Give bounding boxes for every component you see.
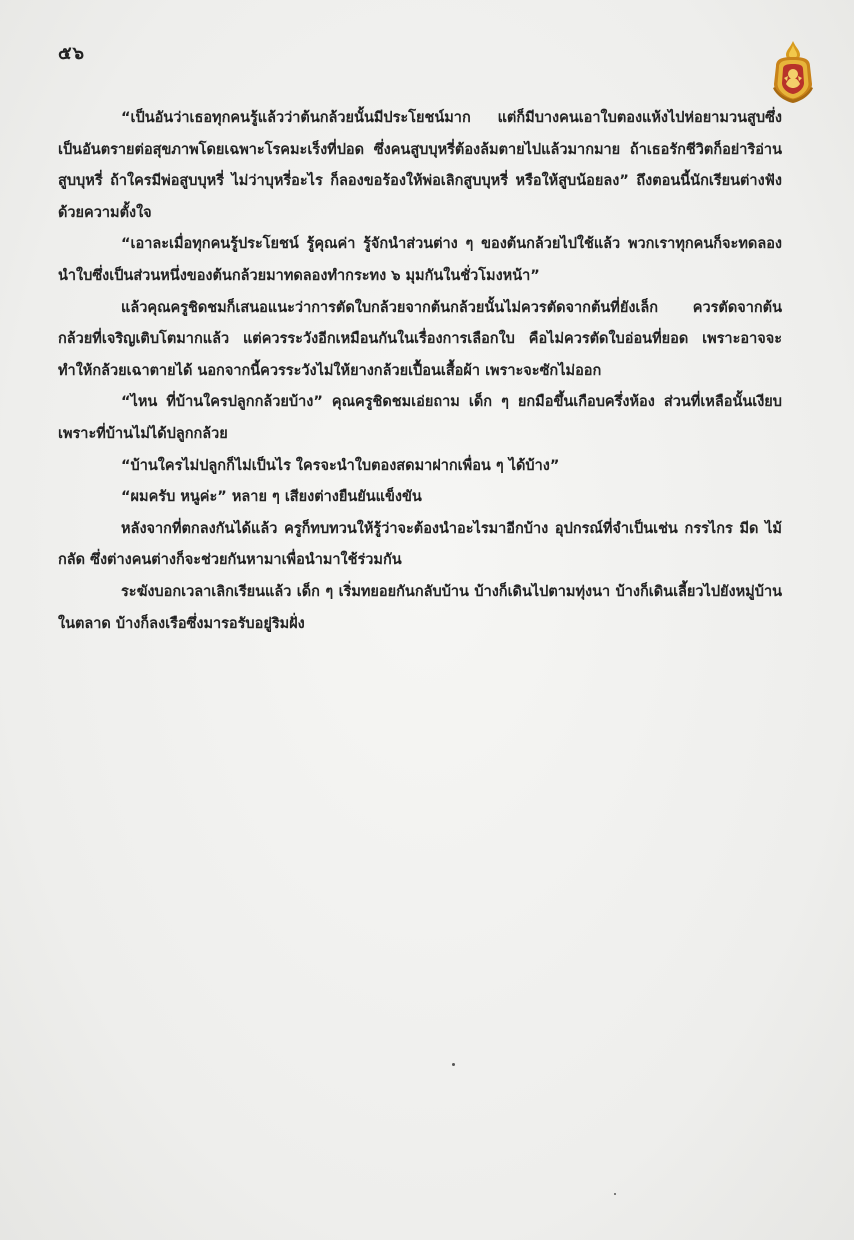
paragraph: “ไหน ที่บ้านใครปลูกกล้วยบ้าง” คุณครูชิดชมเอ่ยถาม เด็ก ๆ ยกมือขึ้นเกือบครึ่งห้อง ส่วนที่เหลือนั้นเงียบเพราะที่บ้านไม่ได้ปลูกกล้วย (58, 394, 782, 442)
paragraph: “บ้านใครไม่ปลูกก็ไม่เป็นไร ใครจะนำใบตองสดมาฝากเพื่อน ๆ ได้บ้าง” (121, 457, 560, 474)
paragraph: หลังจากที่ตกลงกันได้แล้ว ครูก็ทบทวนให้รู้ว่าจะต้องนำอะไรมาอีกบ้าง อุปกรณ์ที่จำเป็นเช่น กรรไกร มีด ไม้กลัด ซึ่งต่างคนต่างก็จะช่วยกันหามาเพื่อนำมาใช้ร่วมกัน (58, 520, 782, 569)
body-text (58, 103, 782, 640)
paragraph: “เป็นอันว่าเธอทุกคนรู้แล้วว่าต้นกล้วยนั้นมีประโยชน์มาก แต่ก็มีบางคนเอาใบตองแห้งไปห่อยามวนสูบซึ่งเป็นอันตรายต่อสุขภาพโดยเฉพาะโรคมะเร็งที่ปอด ซึ่งคนสูบบุหรี่ต้องล้มตายไปแล้วมากมาย ถ้าเธอรักชีวิตก็อย่าริอ่านสูบบุหรี่ ถ้าใครมีพ่อสูบบุหรี่ ไม่ว่าบุหรี่อะไร ก็ลองขอร้องให้พ่อเลิกสูบบุหรี่ หรือให้สูบน้อยลง” ถึงตอนนี้นักเรียนต่างฟังด้วยความตั้งใจ (58, 110, 782, 221)
page-number: ๕๖ (58, 43, 86, 64)
paragraph: ระฆังบอกเวลาเลิกเรียนแล้ว เด็ก ๆ เริ่มทยอยกันกลับบ้าน บ้างก็เดินไปตามทุ่งนา บ้างก็เดินเลี้ยวไปยังหมู่บ้านในตลาด บ้างก็ลงเรือซึ่งมารอรับอยู่ริมฝั่ง (58, 583, 782, 632)
paragraph: แล้วคุณครูชิดชมก็เสนอแนะว่าการตัดใบกล้วยจากต้นกล้วยนั้นไม่ควรตัดจากต้นที่ยังเล็ก ควรตัดจากต้นกล้วยที่เจริญเติบโตมากแล้ว แต่ควรระวังอีกเหมือนกันในเรื่องการเลือกใบ คือไม่ควรตัดใบอ่อนที่ยอด เพราะอาจจะทำให้กล้วยเฉาตายได้ นอกจากนี้ควรระวังไม่ให้ยางกล้วยเปื้อนเสื้อผ้า เพราะจะซักไม่ออก (58, 299, 782, 379)
paragraph: “เอาละเมื่อทุกคนรู้ประโยชน์ รู้คุณค่า รู้จักนำส่วนต่าง ๆ ของต้นกล้วยไปใช้แล้ว พวกเราทุกคนก็จะทดลองนำใบซึ่งเป็นส่วนหนึ่งของต้นกล้วยมาทดลองทำกระทง ๖ มุมกันในชั่วโมงหน้า” (58, 236, 782, 284)
paper-speck (452, 1063, 455, 1066)
royal-garuda-emblem-icon (770, 40, 816, 104)
paper-speck (614, 1193, 616, 1195)
paragraph: “ผมครับ หนูค่ะ” หลาย ๆ เสียงต่างยืนยันแข็งขัน (121, 489, 422, 506)
